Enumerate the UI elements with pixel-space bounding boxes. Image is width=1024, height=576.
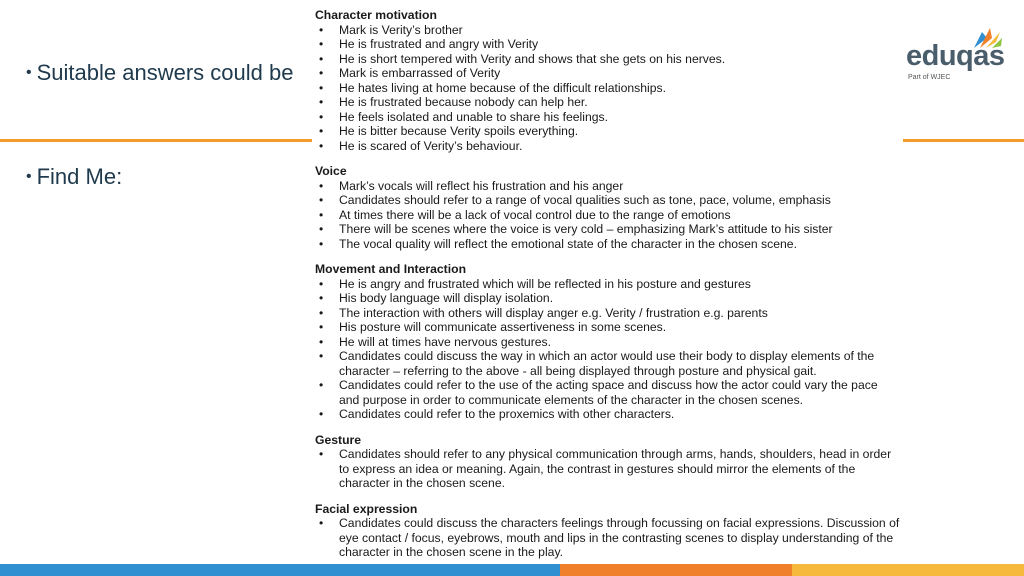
list-item: • He is short tempered with Verity and shows that she gets on his nerves. [315, 52, 900, 67]
section-list [315, 23, 900, 154]
list-item: • He hates living at home because of the difficult relationships. [315, 81, 900, 96]
list-item: • There will be scenes where the voice is very cold – emphasizing Mark’s attitude to his sister [315, 222, 900, 237]
list-item: • He is frustrated because nobody can help her. [315, 95, 900, 110]
document-content [315, 8, 900, 564]
list-item: • He is bitter because Verity spoils everything. [315, 124, 900, 139]
section-title: Facial expression [315, 501, 418, 516]
list-item: • Candidates should refer to any physical communication through arms, hands, shoulders, head in order to express an idea or meaning. Again, the contrast in gestures should mirror the elements of the character in the chosen scene. [315, 447, 900, 491]
section-title: Movement and Interaction [315, 262, 467, 276]
bullet-text: Find Me: [36, 164, 123, 189]
section-title: Gesture [315, 432, 362, 447]
list-item: • Candidates could refer to the use of the acting space and discuss how the actor could vary the pace and purpose in order to communicate elements of the character in the chosen scenes. [315, 378, 900, 407]
section-list [315, 179, 900, 252]
list-item: • Mark is embarrassed of Verity [315, 66, 900, 81]
bullet-text: Suitable answers could be [36, 60, 294, 85]
list-item: • Candidates should refer to a range of vocal qualities such as tone, pace, volume, emphasis [315, 193, 900, 208]
list-item: • He is angry and frustrated which will be reflected in his posture and gestures [315, 277, 900, 292]
title-divider-right [903, 139, 1024, 142]
section-list [315, 516, 900, 560]
mark-scheme-document [312, 0, 903, 564]
list-item: • He will at times have nervous gestures. [315, 335, 900, 350]
logo-wordmark: eduqas [906, 40, 1005, 72]
list-item: • The vocal quality will reflect the emotional state of the character in the chosen scene. [315, 237, 900, 252]
section-title: Character motivation [315, 8, 437, 22]
list-item: • Mark’s vocals will reflect his frustration and his anger [315, 179, 900, 194]
list-item: • Candidates could discuss the characters feelings through focussing on facial expressions. Discussion of eye contact / focus, eyebrows, mouth and lips in the contrasting scenes to display understanding of the character in the chosen scene in the play. [315, 516, 900, 560]
list-item: • Candidates could refer to the proxemics with other characters. [315, 407, 900, 422]
list-item: • He is scared of Verity’s behaviour. [315, 139, 900, 154]
list-item: • At times there will be a lack of vocal control due to the range of emotions [315, 208, 900, 223]
list-item: • He is frustrated and angry with Verity [315, 37, 900, 52]
bullet-dot: • [26, 168, 32, 185]
footer-bar-blue [0, 564, 560, 576]
title-divider-left [0, 139, 312, 142]
list-item: • Candidates could discuss the way in which an actor would use their body to display elements of the character – referring to the above - all being displayed through posture and physical gait. [315, 349, 900, 378]
list-item: • The interaction with others will display anger e.g. Verity / frustration e.g. parents [315, 306, 900, 321]
list-item: • His body language will display isolation. [315, 291, 900, 306]
section-list [315, 447, 900, 491]
footer-bar-yellow [792, 564, 1024, 576]
eduqas-logo [906, 26, 1006, 84]
logo-subtitle: Part of WJEC [908, 74, 951, 81]
list-item: • His posture will communicate assertiveness in some scenes. [315, 320, 900, 335]
list-item: • He feels isolated and unable to share his feelings. [315, 110, 900, 125]
bullet-find-me [26, 164, 122, 190]
bullet-dot: • [26, 64, 32, 81]
section-title: Voice [315, 164, 347, 178]
bullet-suitable-answers [26, 60, 293, 86]
footer-bar-orange [560, 564, 792, 576]
footer-color-bar [0, 564, 1024, 576]
list-item: • Mark is Verity’s brother [315, 23, 900, 38]
section-list [315, 277, 900, 422]
